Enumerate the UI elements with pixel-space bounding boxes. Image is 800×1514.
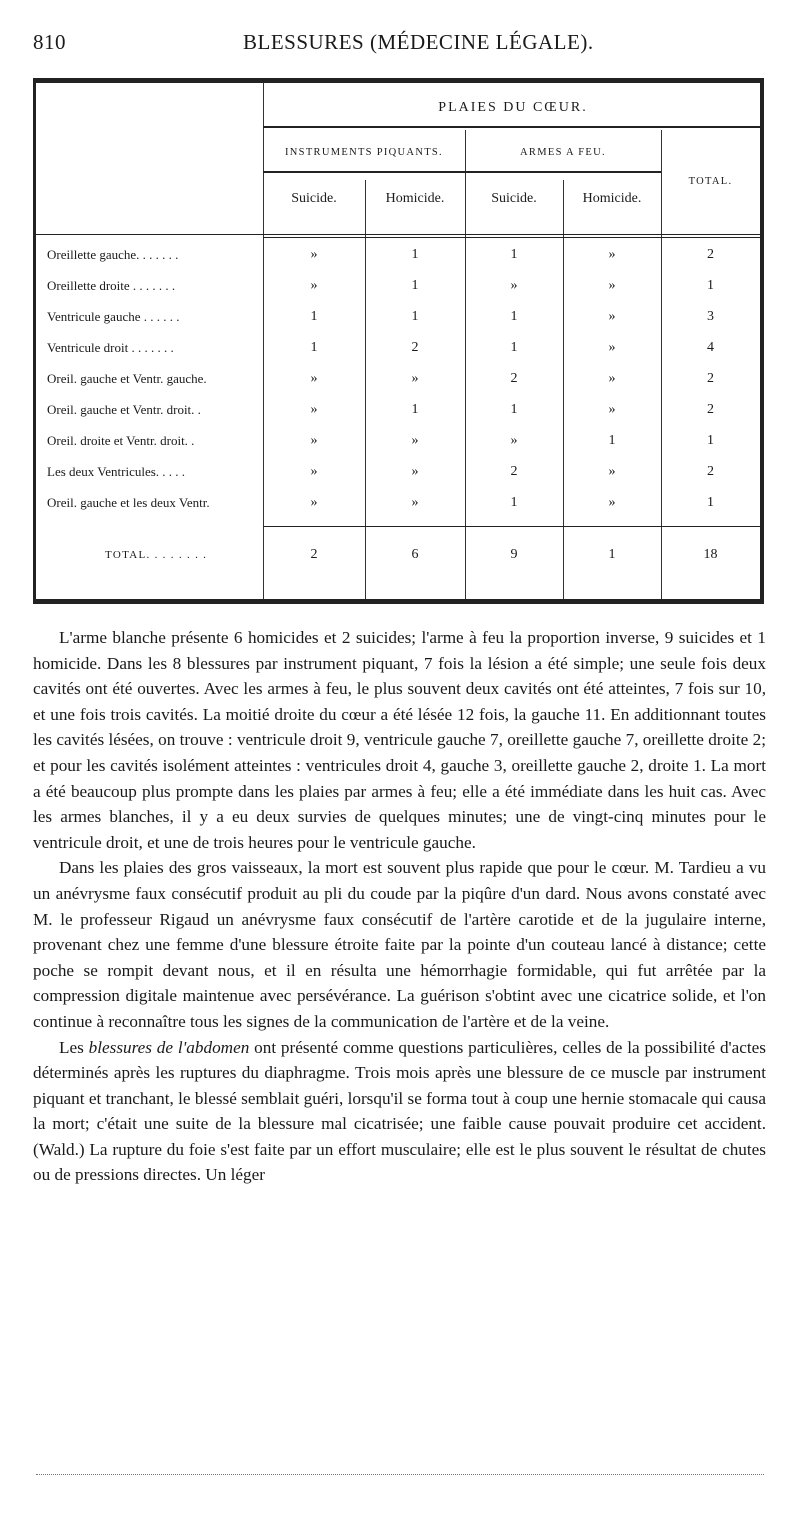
- cell: »: [608, 340, 616, 355]
- cell: 2: [510, 371, 518, 386]
- cell: 1: [310, 340, 318, 355]
- cell: »: [510, 278, 518, 293]
- cell: 1: [411, 278, 419, 293]
- cell: 1: [411, 247, 419, 262]
- group-underline: [263, 171, 661, 173]
- cell: »: [608, 247, 616, 262]
- row-label: Oreil. gauche et Ventr. gauche.: [47, 371, 207, 386]
- cell: »: [310, 247, 318, 262]
- body-text: [33, 625, 766, 1188]
- cell: »: [310, 402, 318, 417]
- header-bottom-rule-2: [263, 237, 760, 238]
- running-title: BLESSURES (MÉDECINE LÉGALE).: [243, 30, 594, 54]
- total-separator-rule: [263, 526, 760, 527]
- cell: »: [411, 433, 419, 448]
- column-divider: [365, 180, 366, 599]
- table-left-rule: [33, 78, 36, 604]
- cell: »: [310, 464, 318, 479]
- cell: 2: [411, 340, 419, 355]
- cell: »: [608, 278, 616, 293]
- table-right-rule: [760, 78, 764, 604]
- total-row-label: TOTAL. . . . . . . .: [105, 549, 208, 561]
- cell: 1: [411, 402, 419, 417]
- title-underline: [263, 126, 760, 128]
- cell: 1: [510, 402, 518, 417]
- cell: »: [310, 371, 318, 386]
- cell-total: 2: [707, 402, 714, 417]
- row-label: Oreil. gauche et les deux Ventr.: [47, 495, 210, 510]
- cell: 1: [510, 247, 518, 262]
- column-divider: [563, 180, 564, 599]
- row-label: Oreil. gauche et Ventr. droit. .: [47, 402, 201, 417]
- cell: »: [608, 371, 616, 386]
- paragraph-start: Les: [59, 1037, 89, 1057]
- cell: 2: [510, 464, 518, 479]
- group-header-firearms: ARMES A FEU.: [520, 147, 606, 158]
- cell-total: 3: [707, 309, 714, 324]
- row-label: Ventricule gauche . . . . . .: [47, 309, 180, 324]
- cell: »: [411, 371, 419, 386]
- total-cell: 2: [310, 547, 318, 562]
- header-bottom-rule: [36, 234, 760, 235]
- table-title: PLAIES DU CŒUR.: [438, 100, 588, 115]
- page-header: [33, 30, 767, 60]
- cell: »: [411, 464, 419, 479]
- footer-dotted-rule: [36, 1474, 764, 1477]
- cell: »: [608, 495, 616, 510]
- cell-total: 1: [707, 278, 714, 293]
- total-header: TOTAL.: [688, 176, 733, 187]
- cell: »: [608, 402, 616, 417]
- cell: 1: [411, 309, 419, 324]
- cell-total: 4: [707, 340, 714, 355]
- grand-total-cell: 18: [703, 547, 718, 562]
- cell: »: [608, 309, 616, 324]
- cell: 1: [608, 433, 616, 448]
- cell: »: [310, 433, 318, 448]
- cell: »: [310, 495, 318, 510]
- col-header-homicide-1: Homicide.: [385, 191, 445, 206]
- paragraph: L'arme blanche présente 6 homicides et 2 suicides; l'arme à feu la proportion inverse, 9 suicides et 1 homicide. Dans les 8 blessures par instrument piquant, 7 fois la lésion a été simple; une seule fois deux cavités ont été ouvertes. Avec les armes à feu, le plus souvent deux cavités ont été atteintes, 7 fois sur 10, et une fois trois cavités. La moitié droite du cœur a été lésée 12 fois, la gauche 11. En additionnant toutes les cavités lésées, on trouve : ventricule droit 9, ventricule gauche 7, oreillette gauche 7, oreillette droite 2; et pour les cavités isolément atteintes : ventricules droit 4, gauche 3, oreillette gauche 2, droite 1. La mort a été beaucoup plus prompte dans les plaies par armes à feu; elle a été immédiate dans les huit cas. Avec les armes blanches, il y a eu deux survies de quelques minutes; une de vingt-cinq minutes pour le ventricule droit, et une de trois heures pour le ventricule gauche.: [33, 628, 766, 852]
- cell: »: [608, 464, 616, 479]
- group-header-instruments: INSTRUMENTS PIQUANTS.: [285, 147, 443, 158]
- total-cell: 6: [411, 547, 419, 562]
- page-number: 810: [33, 30, 66, 54]
- cell: 1: [510, 309, 518, 324]
- row-label: Oreillette gauche. . . . . . .: [47, 247, 179, 262]
- total-column-divider: [661, 130, 662, 599]
- paragraph-rest: ont présenté comme questions particulières, celles de la possibilité d'actes déterminés après les ruptures du diaphragme. Trois mois après une blessure de ce muscle par instrument piquant et tranchant, le blessé semblait guéri, lorsqu'il se forma tout à coup une hernie stomacale qui causa la mort; c'était une suite de la blessure mal cicatrisée; une faible cause pouvait produire cet accident. (Wald.) La rupture du foie s'est faite par un effort musculaire; elle est le plus souvent le résultat de chutes ou de pressions directes. Un léger: [33, 1037, 766, 1185]
- paragraph: Dans les plaies des gros vaisseaux, la mort est souvent plus rapide que pour le cœur. M. Tardieu a vu un anévrysme faux consécutif produit au pli du coude par la piqûre d'un dard. Nous avons constaté avec M. le professeur Rigaud un anévrysme faux consécutif de l'artère carotide et de la jugulaire interne, provenant chez une femme d'une blessure étroite faite par la pointe d'un couteau lancé à distance; cette poche se rompit devant nous, et il en résulta une hémorrhagie formidable, qui fut arrêtée par la compression digitale maintenue avec persévérance. La guérison s'obtint avec une cicatrice solide, et l'on continue à reconnaître tous les signes de la communication de l'artère et de la veine.: [33, 858, 766, 1031]
- row-label: Oreil. droite et Ventr. droit. .: [47, 433, 195, 448]
- cell: »: [411, 495, 419, 510]
- cell: 1: [510, 340, 518, 355]
- cell-total: 1: [707, 433, 714, 448]
- cell-total: 2: [707, 247, 714, 262]
- table-top-rule: [33, 78, 764, 83]
- cell: 1: [310, 309, 318, 324]
- total-cell: 1: [608, 547, 616, 562]
- cell: »: [510, 433, 518, 448]
- col-header-homicide-2: Homicide.: [582, 191, 642, 206]
- paragraph: [33, 1035, 766, 1189]
- total-cell: 9: [510, 547, 518, 562]
- cell: »: [310, 278, 318, 293]
- table-bottom-rule: [33, 599, 764, 604]
- cell-total: 1: [707, 495, 714, 510]
- cell: 1: [510, 495, 518, 510]
- heart-wounds-table: [33, 78, 764, 604]
- italic-term: blessures de l'abdomen: [88, 1037, 250, 1057]
- row-label: Ventricule droit . . . . . . .: [47, 340, 174, 355]
- col-header-suicide-1: Suicide.: [291, 191, 337, 206]
- row-label: Les deux Ventricules. . . . .: [47, 464, 186, 479]
- col-header-suicide-2: Suicide.: [491, 191, 537, 206]
- cell-total: 2: [707, 464, 714, 479]
- row-label: Oreillette droite . . . . . . .: [47, 278, 176, 293]
- cell-total: 2: [707, 371, 714, 386]
